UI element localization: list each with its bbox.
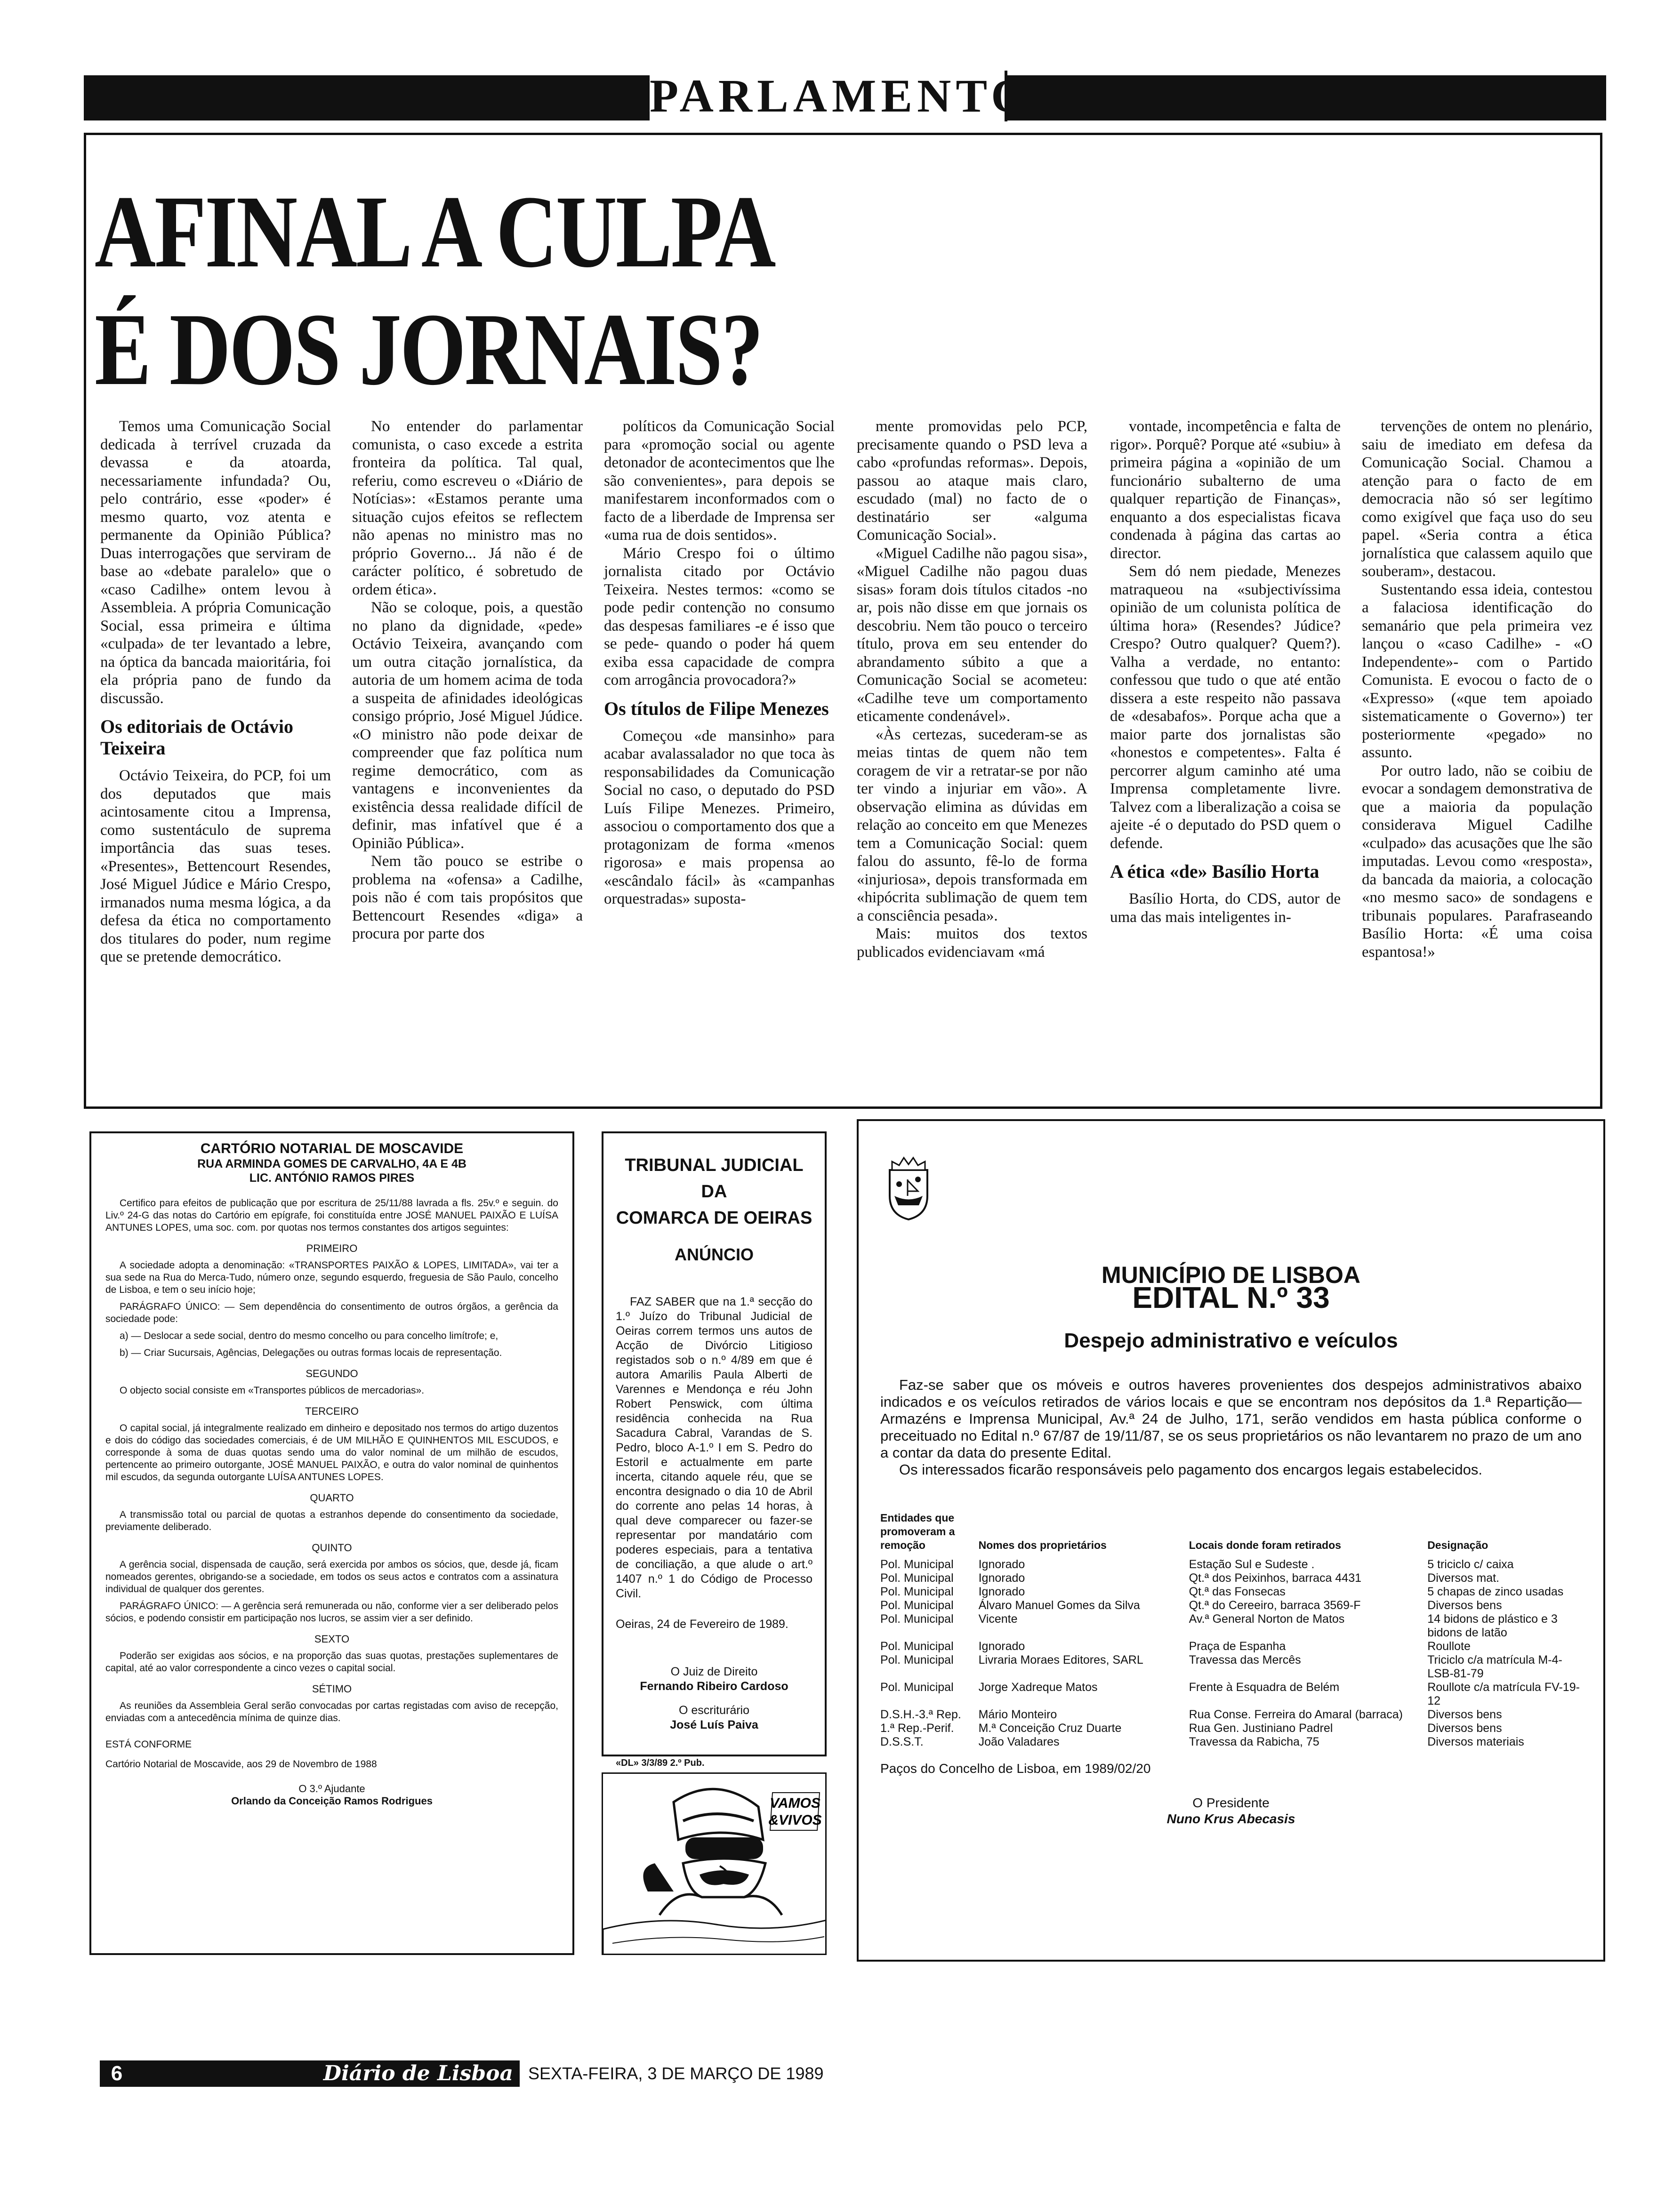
table-cell: Diversos materiais [1427,1735,1524,1748]
headline-line-2: É DOS JORNAIS? [95,292,762,407]
table-row [880,1612,1582,1640]
tribunal-title-3: COMARCA DE OEIRAS [616,1208,812,1228]
notarial-paragraph: a) — Deslocar a sede social, dentro do mesmo concelho ou para concelho limítrofe; e, [120,1330,499,1341]
table-cell: M.ª Conceição Cruz Duarte [978,1722,1122,1735]
table-cell: Travessa da Rabicha, 75 [1189,1735,1319,1748]
table-cell: 1.ª Rep.-Perif. [880,1722,954,1735]
tribunal-ref: «DL» 3/3/89 2.º Pub. [616,1758,705,1768]
table-cell: Pol. Municipal [880,1681,954,1694]
article-column-6 [1362,417,1593,961]
masthead: Diário de Lisboa [134,2060,520,2087]
notarial-paragraph: PARÁGRAFO ÚNICO: — Sem dependência do consentimento de outros órgãos, a gerência da sociedade pode: [105,1301,558,1324]
table-cell: Ignorado [978,1585,1025,1598]
headline-line-1: AFINAL A CULPA [95,174,775,289]
table-cell: Av.ª General Norton de Matos [1189,1612,1345,1626]
edital-header-locais: Locais donde foram retirados [1189,1539,1341,1551]
edital-president [880,1795,1582,1827]
table-cell: Pol. Municipal [880,1653,954,1667]
table-cell: Pol. Municipal [880,1571,954,1585]
page-number: 6 [100,2060,134,2087]
edital-number: EDITAL N.º 33 [1132,1281,1330,1314]
notarial-paragraph: A gerência social, dispensada de caução, será exercida por ambos os sócios, que, desde já, ficam nomeados gerentes, obrigando-se a sociedade, em todos os seus actos e contratos com a assinatura individual de qualquer dos gerentes. [105,1559,558,1595]
article [84,133,1602,1109]
article-column-4 [857,417,1087,961]
tribunal-judge-role: O Juiz de Direito [670,1665,758,1678]
table-cell: Praça de Espanha [1189,1640,1286,1653]
table-cell: Jorge Xadreque Matos [978,1681,1098,1694]
table-cell: Diversos bens [1427,1708,1502,1721]
tribunal-date: Oeiras, 24 de Fevereiro de 1989. [616,1618,788,1631]
table-cell: Álvaro Manuel Gomes da Silva [978,1599,1140,1612]
table-cell: Travessa das Mercês [1189,1653,1301,1667]
tribunal-clerk-name: José Luís Paiva [670,1718,758,1731]
issue-date: SEXTA-FEIRA, 3 DE MARÇO DE 1989 [528,2064,824,2083]
cartoon-caption-2: &VIVOS [768,1812,822,1828]
notarial-signer: Orlando da Conceição Ramos Rodrigues [231,1795,433,1807]
table-cell: Ignorado [978,1571,1025,1585]
table-cell: Pol. Municipal [880,1640,954,1653]
article-column-1 [100,417,331,966]
paragraph: Octávio Teixeira, do PCP, foi um dos deputados que mais acintosamente citou a Imprensa, como sustentáculo de suprema importância das suas teses. «Presentes», Bettencourt Resendes, José Miguel Júdice e Mário Crespo, irmanados numa mesma lógica, a da defesa da ética no comportamento dos titulares do poder, num regime que se pretende democrático. [100,767,331,965]
table-row [880,1585,1582,1599]
paragraph: tervenções de ontem no plenário, saiu de imediato em defesa da Comunicação Social. Chamou a atenção para o facto de em democracia não só ser legítimo como exigível que faça uso do seu papel. «Seria contra a ética jornalística que calassem aquilo que souberam», destacou. [1362,418,1593,580]
edital-body-2: Os interessados ficarão responsáveis pelo pagamento dos encargos legais estabelecidos. [899,1461,1483,1478]
table-cell: Rua Gen. Justiniano Padrel [1189,1722,1333,1735]
edital-table [880,1511,1582,1749]
table-row [880,1735,1582,1749]
tribunal-title-1: TRIBUNAL JUDICIAL [625,1155,804,1175]
tribunal-ad [602,1131,827,1768]
notarial-paragraph: A transmissão total ou parcial de quotas a estranhos depende do consentimento da sociedade, previamente deliberado. [105,1509,558,1532]
table-cell: Qt.ª das Fonsecas [1189,1585,1286,1598]
article-column-3 [604,417,835,908]
paragraph: mente promovidas pelo PCP, precisamente quando o PSD leva a cabo «profundas reformas». Depois, passou ao ataque mais claro, escudado (mal) no facto de o destinatário ser «alguma Comunicação Social». [857,418,1087,544]
table-row [880,1708,1582,1722]
headline [95,173,775,408]
table-cell: Pol. Municipal [880,1612,954,1626]
table-cell: Triciclo c/a matrícula M-4-LSB-81-79 [1427,1653,1562,1680]
paragraph: Mário Crespo foi o último jornalista citado por Octávio Teixeira. Nestes termos: «como se pode pedir contenção no consumo das despesas familiares -e é isso que se pede- quando o poder há quem exiba essa capacidade de compra com arrogância provocadora?» [604,545,835,689]
notarial-section-title: QUARTO [310,1492,354,1504]
table-cell: D.S.H.-3.ª Rep. [880,1708,961,1721]
table-cell: 5 triciclo c/ caixa [1427,1558,1514,1571]
paragraph: Começou «de mansinho» para acabar avalassalador no que toca às responsabilidades da Comunicação Social no caso, o deputado do PSD Luís Filipe Menezes. Primeiro, associou o comportamento dos que a protagonizam de forma «menos rigorosa» e mais propensa ao «escândalo fácil» às «campanhas orquestradas» suposta- [604,727,835,907]
paragraph: Não se coloque, pois, a questão no plano da dignidade, «pede» Octávio Teixeira, avançando com um outra citação jornalística, da autoria de um homem acima de toda a suspeita de afinidades ideológicas consigo próprio, José Miguel Júdice. «O ministro não pode deixar de compreender que faz política num regime democrático, com as vantagens e inconvenientes da existência dessa realidade difícil de definir, mas infatível que é a Opinião Pública». [352,599,583,852]
edital-president-name: Nuno Krus Abecasis [1166,1811,1295,1826]
paragraph: Nem tão pouco se estribe o problema na «ofensa» a Cadilhe, pois não é com tais propósitos que Bettencourt Resendes «diga» a procura por parte dos [352,853,583,942]
tribunal-body: FAZ SABER que na 1.ª secção do 1.º Juízo do Tribunal Judicial de Oeiras correm termos uns autos de Acção de Divórcio Litigioso registados sob o n.º 4/89 em que é autora Amarilis Paula Alberti de Varennes e Mendonça e réu John Robert Penswick, com última residência conhecida na Rua Sacadura Cabral, Varandas de S. Pedro, bloco A-1.º I em S. Pedro do Estoril e actualmente em parte incerta, citando aquele réu, que se encontra designado o dia 10 de Abril do corrente ano pelas 14 horas, à qual deve comparecer ou fazer-se representar por mandatário com poderes especiais, para a tentativa de conciliação, a que alude o art.º 1407 n.º 1 do Código de Processo Civil. [616,1295,812,1600]
table-row [880,1640,1582,1653]
table-cell: Roullote [1427,1640,1471,1653]
notarial-ad [89,1131,574,1955]
article-column-2 [352,417,583,943]
table-cell: Mário Monteiro [978,1708,1057,1721]
table-cell: Diversos bens [1427,1722,1502,1735]
notarial-signature [105,1783,558,1807]
table-cell: João Valadares [978,1735,1060,1748]
paragraph: Sem dó nem piedade, Menezes matraqueou na «subjectivíssima opinião de um colunista política de última hora» (Resendes? Júdice? Crespo? Outro qualquer? Quem?). Valha a verdade, no entanto: confessou que tudo o que até então dissera a este respeito não passava de «desabafos». Porque acha que a maior parte dos jornalistas são «honestos e competentes». Falta é percorrer algum caminho até uma Imprensa completamente livre. Talvez com a liberalização a coisa se ajeite -é o deputado do PSD quem o defende. [1110,563,1341,852]
tribunal-title-2: DA [701,1182,727,1202]
table-cell: Ignorado [978,1558,1025,1571]
table-cell: D.S.S.T. [880,1735,924,1748]
paragraph: «Miguel Cadilhe não pagou sisa», «Miguel Cadilhe não pagou duas sisas» foram dois títulos citados -no ar, pois não disse em que jornais os descobriu. Nem tão pouco o terceiro título, prova em seu entender do abrandamento súbito a que a Comunicação Social se acometeu: «Cadilhe teve um comportamento eticamente condenável». [857,545,1088,725]
table-cell: Ignorado [978,1640,1025,1653]
notarial-paragraph: Poderão ser exigidas aos sócios, e na proporção das suas quotas, prestações suplementares de capital, até ao valor correspondente a cinco vezes o capital social. [105,1651,558,1674]
table-cell: Roullote c/a matrícula FV-19-12 [1427,1681,1580,1707]
notarial-section-title: SEXTO [314,1633,350,1645]
paragraph: Por outro lado, não se coibiu de evocar a sondagem demonstrativa de que a maioria da população considerava Miguel Cadilhe «culpado» das acusações que lhe são imputadas. Levou como «resposta», da bancada da maioria, a colocação «no mesmo saco» de sondagens e tribunais populares. Parafraseando Basílio Horta: «É uma coisa espantosa!» [1362,762,1593,961]
notarial-conforme: ESTÁ CONFORME [105,1739,192,1750]
table-cell: Estação Sul e Sudeste . [1189,1558,1315,1571]
table-cell: Vicente [978,1612,1018,1626]
edital-header-designacao: Designação [1427,1539,1488,1551]
paragraph: Sustentando essa ideia, contestou a falaciosa identificação do semanário que pela primeira vez lançou o «caso Cadilhe» - «O Independente»- com o Partido Comunista. E evocou o facto de o «Expresso» («que tem apoiado sistematicamente o Governo») ter posteriormente «pegado» no assunto. [1362,581,1593,761]
edital-president-role: O Presidente [1192,1795,1270,1810]
notarial-section-title: QUINTO [312,1542,352,1554]
notarial-paragraph: b) — Criar Sucursais, Agências, Delegações ou outras formas locais de representação. [120,1347,502,1358]
edital-body: Faz-se saber que os móveis e outros haveres provenientes dos despejos administrativos abaixo indicados e os veículos retirados de vários locais e que se encontram nos depósitos da 1.ª Repartição—Armazéns e Imprensa Municipal, Av.ª 24 de Julho, 171, serão vendidos em hasta pública conforme o preceituado no Edital n.º 67/87 de 19/11/87, se os seus proprietários os não levantarem no prazo de um ano a contar da data do presente Edital. [880,1377,1582,1461]
subheading: A ética «de» Basílio Horta [1110,861,1319,882]
tribunal-judge-name: Fernando Ribeiro Cardoso [640,1680,788,1693]
page-footer [100,2060,853,2087]
table-cell: Diversos bens [1427,1599,1502,1612]
table-cell: Pol. Municipal [880,1558,954,1571]
tribunal-clerk-role: O escriturário [678,1704,750,1717]
table-row [880,1571,1582,1585]
paragraph: políticos da Comunicação Social para «promoção social ou agente detonador de acontecimentos que lhe são convenientes», para depois se manifestarem inconformados com o facto de a liberdade de Imprensa ser «uma rua de dois sentidos». [604,418,835,544]
table-cell: 14 bidons de plástico e 3 bidons de latão [1427,1612,1558,1639]
table-cell: Qt.ª dos Peixinhos, barraca 4431 [1189,1571,1361,1585]
table-cell: Pol. Municipal [880,1599,954,1612]
notarial-address: RUA ARMINDA GOMES DE CARVALHO, 4A E 4B [197,1157,467,1170]
table-cell: Rua Conse. Ferreira do Amaral (barraca) [1189,1708,1403,1721]
paragraph: «Às certezas, sucederam-se as meias tintas de quem não tem coragem de vir a retratar-se por não ter vindo a injuriar em vão». A observação elimina as dúvidas em relação ao conceito em que Menezes tem a Comunicação Social: quem falou do assunto, fê-lo de forma «injuriosa», depois transformada em «hipócrita sublimação de quem tem a consciência pesada». [857,726,1087,924]
paragraph: vontade, incompetência e falta de rigor». Porquê? Porque até «subiu» à primeira página a «opinião de um funcionário subalterno de uma qualquer repartição de Finanças», enquanto a dos especialistas ficava condenada à página das cartas ao director. [1110,418,1341,562]
notarial-section-title: PRIMEIRO [306,1242,358,1254]
article-column-5 [1110,417,1341,926]
table-cell: Pol. Municipal [880,1585,954,1598]
tribunal-clerk [616,1703,812,1732]
cartoon [602,1772,827,1955]
notarial-section-title: SÉTIMO [312,1683,352,1695]
table-row [880,1558,1582,1571]
edital-header-entidades: Entidades que promoveram a remoção [880,1512,955,1551]
notarial-notary: LIC. ANTÓNIO RAMOS PIRES [249,1171,415,1185]
notarial-paragraph: A sociedade adopta a denominação: «TRANSPORTES PAIXÃO & LOPES, LIMITADA», vai ter a sua sede na Rua do Merca-Tudo, número onze, segundo esquerdo, freguesia de São Paulo, concelho de Lisboa, e tem o seu início hoje; [105,1260,558,1295]
notarial-section-title: SEGUNDO [306,1368,358,1379]
edital-header-nomes: Nomes dos proprietários [978,1539,1107,1551]
edital-rows [880,1558,1582,1749]
edital-municipio: MUNICÍPIO DE LISBOA [1101,1262,1361,1288]
paragraph: Mais: muitos dos textos publicados evidenciavam «má [857,925,1087,961]
table-cell: Livraria Moraes Editores, SARL [978,1653,1143,1667]
subheading: Os títulos de Filipe Menezes [604,697,829,719]
tribunal-judge [616,1665,812,1694]
table-row [880,1599,1582,1612]
paragraph: Basílio Horta, do CDS, autor de uma das mais inteligentes in- [1110,890,1341,926]
table-row [880,1681,1582,1708]
edital-closing: Paços do Concelho de Lisboa, em 1989/02/20 [880,1761,1151,1776]
edital-subtitle: Despejo administrativo e veículos [1064,1329,1398,1352]
cartoon-caption-1: VAMOS [770,1795,820,1811]
notarial-paragraph: O objecto social consiste em «Transportes públicos de mercadorias». [120,1385,425,1396]
notarial-paragraph: PARÁGRAFO ÚNICO: — A gerência será remunerada ou não, conforme vier a ser deliberado pelos sócios, e podendo consistir em participação nos lucros, se assim vier a ser definido. [105,1601,558,1624]
table-cell: Frente à Esquadra de Belém [1189,1681,1340,1694]
edital-ad [857,1119,1605,1962]
section-title: PARLAMENTO [650,70,1032,122]
notarial-place-date: Cartório Notarial de Moscavide, aos 29 de Novembro de 1988 [105,1759,377,1770]
table-row [880,1722,1582,1735]
notarial-section-title: TERCEIRO [305,1405,359,1417]
paragraph: No entender do parlamentar comunista, o caso excede a estrita fronteira da política. Tal qual, referiu, como escreveu o «Diário de Notícias»: «Estamos perante uma situação cujos efeitos se reflectem não apenas no ministro mas no próprio Governo... Já não é de carácter político, é sobretudo de ordem ética». [352,418,583,598]
tribunal-anuncio: ANÚNCIO [675,1245,754,1264]
table-row [880,1653,1582,1681]
notarial-title: CARTÓRIO NOTARIAL DE MOSCAVIDE [200,1141,464,1156]
table-cell: Diversos mat. [1427,1571,1499,1585]
subheading: Os editoriais de Octávio Teixeira [100,716,293,759]
notarial-paragraph: As reuniões da Assembleia Geral serão convocadas por cartas registadas com aviso de recepção, enviadas com a antecedência mínima de quinze dias. [105,1700,558,1723]
notarial-intro: Certifico para efeitos de publicação que por escritura de 25/11/88 lavrada a fls. 25v.º e seguin. do Liv.º 24-G das notas do Cartório em epígrafe, foi constituída entre JOSÉ MANUEL PAIXÃO E LUÍSA ANTUNES LOPES, uma soc. com. por quotas nos termos constantes dos artigos seguintes: [105,1198,558,1233]
cartoon-illustration [603,1774,827,1955]
notarial-sections [105,1242,558,1724]
paragraph: Temos uma Comunicação Social dedicada à terrível cruzada da devassa e da atoarda, necessariamente infundada? Ou, pelo contrário, esse «poder» é mesmo quarto, voz atenta e permanente da Opinião Pública? Duas interrogações que serviram de base ao «debate paralelo» que o «caso Cadilhe» ontem levou à Assembleia. A própria Comunicação Social, essa primeira e última «culpada» de ter levantado a lebre, na óptica da bancada maioritária, foi ela própria pano de fundo da discussão. [100,418,331,707]
notarial-paragraph: O capital social, já integralmente realizado em dinheiro e depositado nos termos do artigo duzentos e dois do código das sociedades comerciais, é de UM MILHÃO E QUINHENTOS MIL ESCUDOS, e corresponde à soma de duas quotas sendo uma do valor nominal de um milhão de escudos, pertencente ao primeiro outorgante, JOSÉ MANUEL PAIXÃO, e outra do valor nominal de quinhentos mil escudos, da segunda outorgante LUÍSA ANTUNES LOPES. [105,1423,558,1483]
table-cell: Qt.ª do Cereeiro, barraca 3569-F [1189,1599,1361,1612]
lisbon-coat-of-arms-icon [880,1151,937,1222]
table-cell: 5 chapas de zinco usadas [1427,1585,1564,1598]
notarial-role: O 3.º Ajudante [298,1783,365,1795]
